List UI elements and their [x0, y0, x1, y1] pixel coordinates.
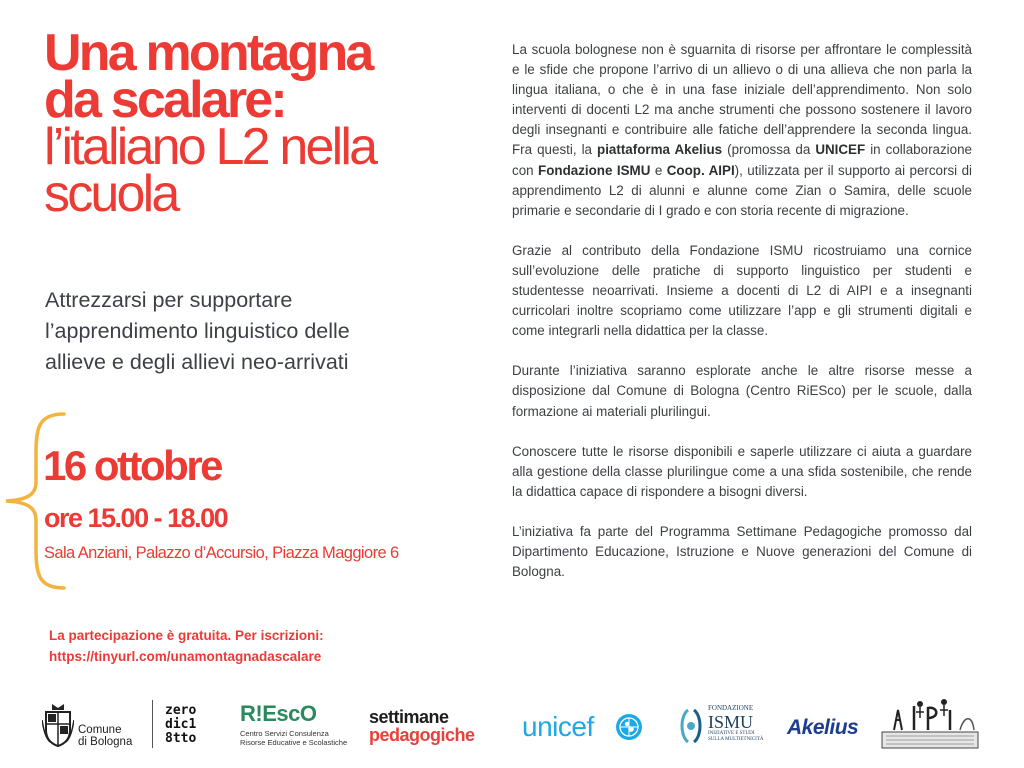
riesco-name: R!EscO: [240, 701, 317, 726]
title-line: Una montagna: [44, 24, 372, 82]
highlight-unicef: UNICEF: [815, 142, 866, 158]
highlight-aipi: Coop. AIPI: [666, 162, 735, 178]
settimane-line: settimane: [369, 707, 449, 727]
coat-of-arms-icon: [42, 702, 74, 748]
event-subtitle: [45, 285, 485, 378]
text-run: ), utilizzata per il supporto ai percorsi di apprendimento L2 di alunni e alunne come Zian o Samira, delle scuole primarie e secondarie di I grado e con storia recente di migrazione.: [512, 162, 972, 218]
unicef-name: unicef: [522, 711, 594, 742]
zerodiciotto-line: zero: [165, 703, 197, 718]
logo-divider: [152, 700, 153, 748]
ismu-top: FONDAZIONE: [708, 704, 754, 712]
title-line: scuola: [44, 165, 178, 223]
unicef-logo: [522, 712, 594, 742]
paragraph: Conoscere tutte le risorse disponibili e saperle utilizzare ci aiuta a guardare alla gestione della classe plurilingue come a una sfida sostenibile, che rende la didattica capace di rispondere a bisogni diversi.: [512, 443, 972, 499]
ismu-mark-icon: [678, 706, 704, 746]
paragraph: L’iniziativa fa parte del Programma Settimane Pedagogiche promosso dal Dipartimento Educazione, Istruzione e Nuove generazioni del Comune di Bologna.: [512, 523, 972, 580]
highlight-akelius: piattaforma Akelius: [597, 142, 723, 158]
registration-text: La partecipazione è gratuita. Per iscrizioni:: [49, 628, 324, 643]
zerodiciotto-line: dic1: [165, 717, 197, 732]
highlight-ismu: Fondazione ISMU: [538, 162, 651, 178]
akelius-logo: [787, 716, 858, 740]
text-run: in collaborazione con: [512, 142, 972, 178]
comune-line: Comune: [78, 724, 122, 736]
zerodiciotto-logo: [165, 704, 196, 746]
registration-info: [49, 625, 324, 667]
settimane-line: pedagogiche: [369, 725, 475, 745]
paragraph: [512, 40, 972, 221]
riesco-logo: [240, 702, 355, 747]
subtitle-line: allieve e degli allievi neo-arrivati: [45, 350, 349, 374]
paragraph: Grazie al contributo della Fondazione ISMU ricostruiamo una cornice sull’evoluzione delle pratiche di supporto linguistico per studenti e studentesse neoarrivati. Insieme a docenti di L2 di AIPI e a insegnanti curricolari inoltre scopriamo come utilizzare l’app e gli strumenti digitali e come integrarli nella didattica per la classe.: [512, 242, 972, 339]
akelius-name: Akelius: [787, 716, 859, 739]
event-date: 16 ottobre: [43, 442, 222, 489]
subtitle-line: Attrezzarsi per supportare: [45, 288, 293, 312]
ismu-sub: SULLA MULTIETNICITÀ: [708, 737, 764, 742]
text-run: La scuola bolognese non è sguarnita di risorse per affrontare le complessità e le sfide che propone l’arrivo di un allievo o di una allieva che non parla la lingua italiana, o che è in una fase iniziale dell’apprendimento. Non solo interventi di docenti L2 ma anche strumenti che possono sostenere il lavoro degli insegnanti e contribuire alle fatiche dell’apprendere la seconda lingua. Fra questi, la: [512, 42, 972, 158]
registration-link[interactable]: https://tinyurl.com/unamontagnadascalare: [49, 649, 322, 664]
event-time: ore 15.00 - 18.00: [44, 503, 228, 533]
text-run: (promossa da: [722, 142, 816, 158]
comune-bologna-logo: [42, 698, 152, 754]
ismu-sub: INIZIATIVE E STUDI: [708, 731, 755, 736]
unicef-emblem-icon: [614, 712, 644, 742]
ismu-logo: [678, 704, 768, 750]
partner-logos: [0, 690, 1024, 760]
event-description: [512, 40, 972, 602]
title-line: da scalare:: [44, 71, 285, 129]
comune-line: di Bologna: [78, 736, 133, 748]
settimane-pedagogiche-logo: [369, 708, 475, 744]
ismu-name: ISMU: [708, 712, 754, 732]
text-run: e: [650, 162, 667, 178]
aipi-illustration-logo: [880, 696, 980, 752]
riesco-tagline: Risorse Educative e Scolastiche: [240, 738, 348, 747]
event-venue: Sala Anziani, Palazzo d’Accursio, Piazza Maggiore 6: [44, 544, 399, 562]
paragraph: Durante l’iniziativa saranno esplorate anche le altre risorse messe a disposizione dal Comune di Bologna (Centro RiESco) per le scuole, dalla formazione ai materiali plurilingui.: [512, 363, 972, 419]
subtitle-line: l’apprendimento linguistico delle: [45, 319, 350, 343]
event-title: [44, 24, 484, 223]
title-line: l’italiano L2 nella: [44, 118, 376, 176]
riesco-tagline: Centro Servizi Consulenza: [240, 729, 329, 738]
zerodiciotto-line: 8tto: [165, 731, 197, 746]
